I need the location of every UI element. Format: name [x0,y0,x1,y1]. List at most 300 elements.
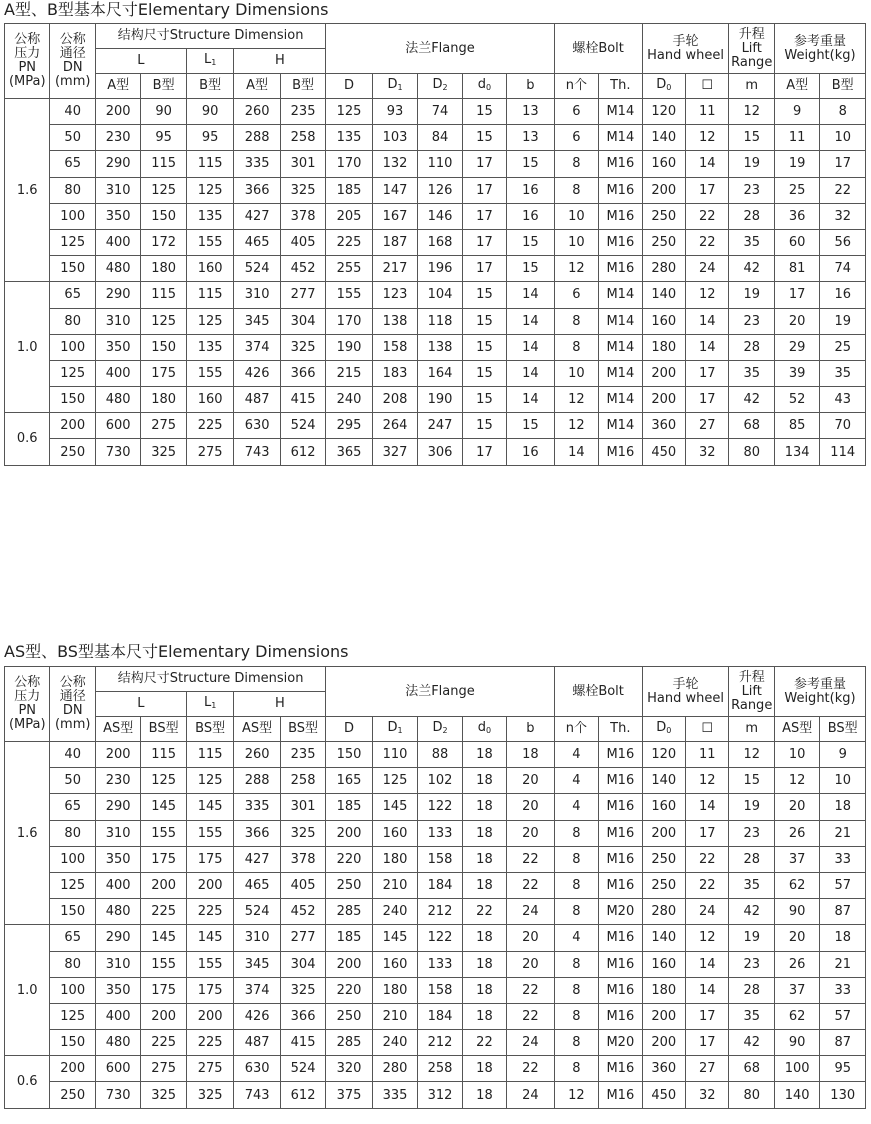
table-cell: 23 [729,308,774,334]
table-cell: 240 [372,1030,417,1056]
col-l-type-b: BS型 [141,717,186,742]
table-cell: M14 [599,282,642,308]
table-cell: 18 [462,925,506,951]
table-cell: 312 [418,1082,462,1108]
table-cell: 125 [50,360,95,386]
table-row [5,925,866,951]
table-cell: 20 [507,794,554,820]
col-weight-type-a: AS型 [774,717,819,742]
table-cell: 15 [462,308,506,334]
table-cell: 20 [507,951,554,977]
table-cell: 250 [50,1082,95,1108]
col-flange-d: D [326,74,372,99]
table-cell: 365 [326,439,372,465]
table-cell: 310 [234,282,280,308]
table-cell: 280 [642,899,685,925]
table-cell: 125 [326,99,372,125]
dimensions-table-as-bs [4,666,866,1109]
table-cell: 126 [418,177,462,203]
table-row [5,439,866,465]
table-cell: 450 [642,439,685,465]
table-cell: 4 [554,925,598,951]
table-cell: 65 [50,794,95,820]
table-cell: 215 [326,360,372,386]
table-cell: 115 [186,151,233,177]
table-cell: 140 [642,125,685,151]
table-cell: 160 [372,820,417,846]
table-cell: 95 [186,125,233,151]
table-cell: 180 [372,846,417,872]
table-cell: 11 [686,99,729,125]
table-cell: 133 [418,951,462,977]
pn-header-line: PN [18,703,37,718]
col-lift-m: m [729,74,774,99]
table-cell: 150 [50,899,95,925]
table-cell: 125 [186,177,233,203]
table-cell: 158 [418,977,462,1003]
table-cell: 12 [686,125,729,151]
table-cell: 150 [50,1030,95,1056]
table-cell: 150 [50,387,95,413]
table-cell: 134 [774,439,819,465]
table-cell: 158 [418,846,462,872]
table-cell: M16 [599,1056,642,1082]
col-l-type-b: B型 [141,74,186,99]
table-cell: 65 [50,925,95,951]
table-cell: 35 [820,360,866,386]
table-cell: 27 [686,413,729,439]
table-cell: 115 [186,742,233,768]
table-cell: 210 [372,1003,417,1029]
table-cell: 20 [774,925,819,951]
table-cell: 10 [774,742,819,768]
structure-dimension-header: 结构尺寸Structure Dimension [95,667,325,692]
table-cell: 175 [141,977,186,1003]
table-cell: 220 [326,977,372,1003]
table-cell: 175 [141,360,186,386]
table-cell: 14 [686,308,729,334]
table-cell: 325 [280,177,325,203]
pn-header-line: 公称 [14,675,41,690]
table-cell: 65 [50,151,95,177]
table-row [5,977,866,1003]
col-flange-d1-subscript: 1 [397,82,403,92]
table-cell: 240 [372,899,417,925]
pn-header-line: (MPa) [8,74,46,89]
table-cell: 24 [507,1030,554,1056]
table-cell: 8 [554,151,598,177]
table-cell: 37 [774,977,819,1003]
table-cell: 277 [280,925,325,951]
col-flange-d2 [418,74,462,99]
table-cell: 345 [234,951,280,977]
table-cell: 378 [280,846,325,872]
table-cell: 43 [820,387,866,413]
table-cell: 170 [326,151,372,177]
table-cell: 164 [418,360,462,386]
table-cell: 9 [774,99,819,125]
table-cell: M16 [599,951,642,977]
table-cell: 275 [186,439,233,465]
table-cell: 487 [234,387,280,413]
table-cell: 17 [686,177,729,203]
table-cell: 325 [186,1082,233,1108]
col-handwheel-d0 [642,74,685,99]
l1-header [186,49,233,74]
col-h-type-a: AS型 [234,717,280,742]
lift-range-header-line: 升程 [738,669,765,685]
table-cell: 20 [774,794,819,820]
table-cell: 12 [686,282,729,308]
table-cell: 62 [774,1003,819,1029]
table-cell: 212 [418,1030,462,1056]
table-cell: 32 [820,203,866,229]
table-cell: 225 [141,899,186,925]
table-cell: M14 [599,99,642,125]
weight-header-line: 参考重量 [793,676,846,692]
table-cell: 42 [729,899,774,925]
table-cell: 160 [642,151,685,177]
l1-header-text: L [203,51,212,67]
table-cell: 200 [642,820,685,846]
table-cell: 18 [462,977,506,1003]
table-cell: 24 [507,1082,554,1108]
table-cell: 12 [774,768,819,794]
table-cell: 285 [326,1030,372,1056]
table-cell: 146 [418,203,462,229]
table-cell: 22 [507,846,554,872]
table-cell: 20 [507,768,554,794]
table-cell: M16 [599,256,642,282]
table-cell: 400 [95,360,140,386]
table-cell: 10 [820,125,866,151]
table-cell: 20 [774,308,819,334]
table-cell: 90 [141,99,186,125]
table-cell: 247 [418,413,462,439]
table-cell: 10 [554,229,598,255]
table-cell: 304 [280,951,325,977]
table-cell: M16 [599,977,642,1003]
col-flange-d0-text: d [477,719,487,735]
col-flange-d0-subscript: 0 [486,82,492,92]
table-cell: 42 [729,1030,774,1056]
col-flange-d2-text: D [432,76,443,92]
table-cell: 196 [418,256,462,282]
table-cell: 250 [642,846,685,872]
table-cell: 8 [554,1003,598,1029]
table-cell: 6 [554,99,598,125]
table-cell: 17 [686,1003,729,1029]
table-cell: 28 [729,846,774,872]
table-row [5,282,866,308]
l1-header-text: L [203,694,212,710]
table-cell: 42 [729,256,774,282]
table-cell: M16 [599,820,642,846]
table-cell: 8 [554,1030,598,1056]
table-cell: 100 [50,977,95,1003]
table-cell: 12 [554,256,598,282]
handwheel-header [642,24,729,74]
table-cell: 400 [95,872,140,898]
col-bolt-n: n个 [554,717,598,742]
bolt-header: 螺栓Bolt [554,24,642,74]
table-cell: 200 [642,177,685,203]
table-row [5,951,866,977]
flange-header: 法兰Flange [326,24,554,74]
table-cell: 487 [234,1030,280,1056]
table-row [5,334,866,360]
table-row [5,413,866,439]
table-cell: 295 [326,413,372,439]
table-cell: 18 [820,925,866,951]
table-cell: 288 [234,768,280,794]
table-cell: 743 [234,1082,280,1108]
table-cell: 175 [186,846,233,872]
table-row [5,794,866,820]
table-row [5,820,866,846]
table-cell: 378 [280,203,325,229]
table-cell: 15 [507,256,554,282]
table-cell: 28 [729,203,774,229]
table-cell: 280 [642,256,685,282]
table-cell: 600 [95,1056,140,1082]
table-cell: 125 [141,308,186,334]
table-cell: 180 [642,334,685,360]
col-bolt-n: n个 [554,74,598,99]
table-cell: 374 [234,977,280,1003]
table-cell: 17 [820,151,866,177]
table-cell: 140 [642,282,685,308]
table-cell: 15 [729,768,774,794]
table-cell: 28 [729,977,774,1003]
table-cell: 14 [507,387,554,413]
table-cell: 22 [686,229,729,255]
table-cell: 8 [554,899,598,925]
table-cell: 184 [418,872,462,898]
table-cell: 8 [554,951,598,977]
table-cell: 100 [774,1056,819,1082]
table-cell: 325 [280,820,325,846]
table-cell: 155 [141,820,186,846]
table-cell: 18 [462,1056,506,1082]
table-cell: 288 [234,125,280,151]
table-cell: M14 [599,125,642,151]
table-cell: 80 [729,439,774,465]
table-cell: 320 [326,1056,372,1082]
weight-header-line: 参考重量 [793,33,846,49]
table-cell: 14 [686,151,729,177]
table-cell: 95 [820,1056,866,1082]
table-cell: 612 [280,1082,325,1108]
col-flange-d0-text: d [477,76,487,92]
table-cell: 8 [554,334,598,360]
table-cell: 335 [372,1082,417,1108]
table-cell: 24 [686,256,729,282]
table-cell: 212 [418,899,462,925]
handwheel-header-line: 手轮 [672,676,699,692]
table-row [5,742,866,768]
table-cell: 110 [372,742,417,768]
table-cell: 37 [774,846,819,872]
table-cell: 12 [729,99,774,125]
table-cell: M14 [599,334,642,360]
table-row [5,99,866,125]
table-cell: 102 [418,768,462,794]
table-cell: 74 [820,256,866,282]
table-cell: 310 [95,820,140,846]
table-cell: 20 [507,925,554,951]
table-cell: 135 [326,125,372,151]
table-cell: 17 [686,1030,729,1056]
col-h-type-b: BS型 [280,717,325,742]
table-cell: 133 [418,820,462,846]
table-cell: 325 [280,977,325,1003]
col-l1-type-b: BS型 [186,717,233,742]
table-cell: 180 [141,256,186,282]
table-cell: 12 [554,1082,598,1108]
table-cell: M16 [599,846,642,872]
table-cell: 100 [50,846,95,872]
table-cell: 150 [141,334,186,360]
table-cell: 42 [729,387,774,413]
table-cell: 327 [372,439,417,465]
table-cell: 426 [234,360,280,386]
table-cell: 21 [820,951,866,977]
table-cell: 290 [95,282,140,308]
table-cell: M16 [599,742,642,768]
section-title-a-b: A型、B型基本尺寸Elementary Dimensions [4,0,329,19]
col-handwheel-d0 [642,717,685,742]
table-cell: M16 [599,768,642,794]
table-cell: 375 [326,1082,372,1108]
table-cell: 15 [462,387,506,413]
handwheel-header-line: Hand wheel [647,690,724,706]
table-row [5,387,866,413]
table-cell: M14 [599,360,642,386]
table-cell: 95 [141,125,186,151]
table-cell: 135 [186,334,233,360]
lift-range-header-line: 升程 [738,26,765,42]
table-cell: 12 [729,742,774,768]
table-cell: 25 [774,177,819,203]
table-cell: 39 [774,360,819,386]
table-cell: 310 [234,925,280,951]
table-cell: 145 [141,925,186,951]
table-cell: 14 [507,334,554,360]
table-cell: 8 [820,99,866,125]
table-cell: 345 [234,308,280,334]
table-cell: 200 [141,1003,186,1029]
table-cell: 277 [280,282,325,308]
table-cell: 145 [141,794,186,820]
table-cell: 200 [186,1003,233,1029]
flange-header: 法兰Flange [326,667,554,717]
table-row [5,177,866,203]
table-cell: 200 [50,1056,95,1082]
table-cell: 190 [326,334,372,360]
table-cell: 400 [95,1003,140,1029]
table-cell: 8 [554,1056,598,1082]
lift-range-header [729,667,774,717]
table-cell: 125 [141,768,186,794]
table-cell: 426 [234,1003,280,1029]
table-cell: 19 [774,151,819,177]
col-handwheel-d0-text: D [656,719,667,735]
table-cell: 15 [462,413,506,439]
table-cell: 306 [418,439,462,465]
table-cell: 150 [326,742,372,768]
table-cell: M16 [599,1082,642,1108]
table-cell: 15 [507,229,554,255]
table-cell: 22 [507,872,554,898]
table-cell: 175 [141,846,186,872]
table-cell: 125 [372,768,417,794]
table-cell: 125 [50,1003,95,1029]
table-cell: 87 [820,899,866,925]
table-cell: 20 [507,820,554,846]
table-cell: 10 [554,203,598,229]
table-cell: 366 [234,177,280,203]
table-cell: 22 [686,846,729,872]
table-cell: 200 [95,99,140,125]
dn-header [50,667,95,742]
table-cell: 9 [820,742,866,768]
l1-header-subscript: 1 [211,57,217,67]
pn-header [5,667,50,742]
table-row [5,1056,866,1082]
table-cell: 50 [50,768,95,794]
table-cell: 524 [280,413,325,439]
pn-group-cell: 1.6 [5,742,50,925]
table-cell: 150 [141,203,186,229]
col-weight-type-a: A型 [774,74,819,99]
table-cell: 524 [234,899,280,925]
table-cell: 60 [774,229,819,255]
table-cell: 235 [280,742,325,768]
table-cell: 17 [462,151,506,177]
col-handwheel-d0-subscript: 0 [666,82,672,92]
col-flange-d1 [372,717,417,742]
table-cell: 17 [774,282,819,308]
table-cell: 275 [141,413,186,439]
lift-range-header-line: Range [731,697,773,713]
dn-header-line: 公称 [59,32,86,47]
table-cell: 160 [372,951,417,977]
table-cell: 27 [686,1056,729,1082]
table-cell: 52 [774,387,819,413]
table-cell: 104 [418,282,462,308]
table-cell: 155 [186,229,233,255]
table-cell: 28 [729,334,774,360]
table-cell: 18 [462,872,506,898]
table-row [5,872,866,898]
table-cell: M16 [599,1003,642,1029]
table-cell: 145 [186,925,233,951]
col-flange-b: b [507,74,554,99]
pn-group-cell: 1.0 [5,925,50,1056]
table-cell: 57 [820,872,866,898]
table-row [5,151,866,177]
table-cell: M16 [599,794,642,820]
table-cell: 360 [642,1056,685,1082]
table-cell: 14 [507,308,554,334]
table-cell: 103 [372,125,417,151]
table-cell: 155 [326,282,372,308]
handwheel-header-line: Hand wheel [647,47,724,63]
table-cell: 170 [326,308,372,334]
table-cell: 10 [554,360,598,386]
table-cell: 250 [326,872,372,898]
